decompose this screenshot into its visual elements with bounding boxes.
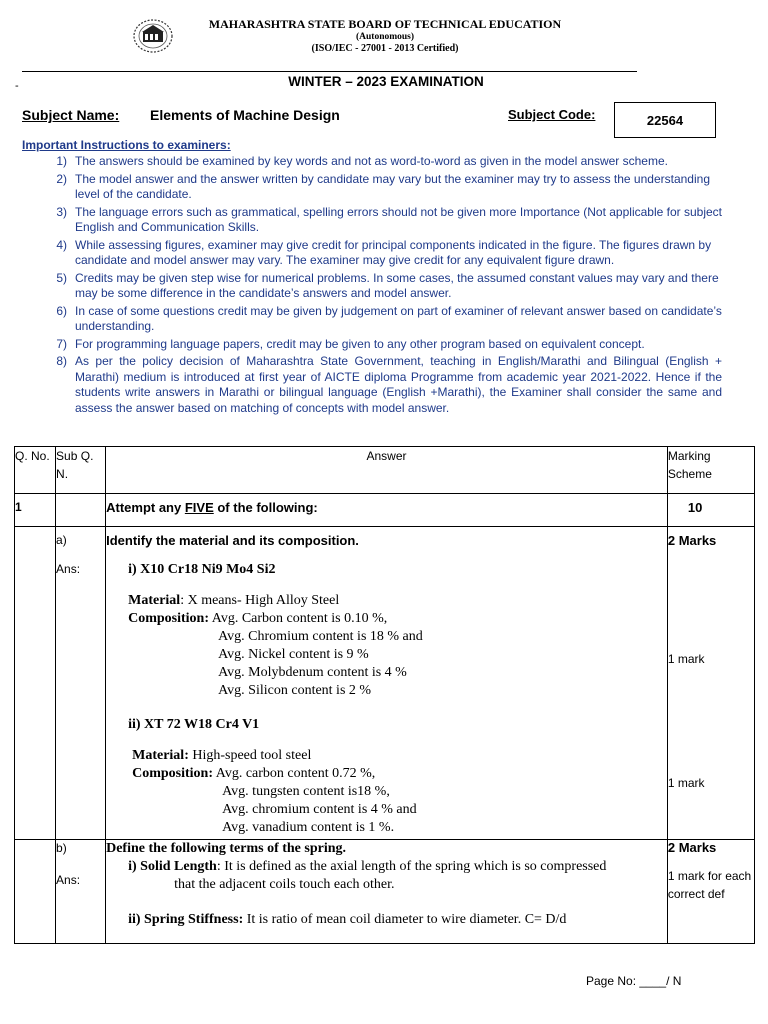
marks-b-cell [667, 840, 754, 944]
material-value: High-speed tool steel [188, 748, 312, 763]
part-i-material [128, 592, 667, 610]
question-a-text: Identify the material and its composition. [106, 533, 359, 548]
header-divider [22, 71, 637, 72]
subject-code-box [614, 102, 716, 138]
def1-text: : It is defined as the axial length of the spring which is so compressed [216, 859, 607, 874]
qno-empty [15, 527, 56, 840]
instruction-text: For programming language papers, credit may be given to any other program based on equivalent concept. [75, 336, 645, 351]
header-dash: - [15, 80, 19, 92]
instruction-number: 3) [56, 204, 67, 219]
composition-label: Composition: [132, 766, 214, 781]
instruction-text: As per the policy decision of Maharashtra State Government, teaching in English/Marathi and Bilingual (English + Marathi) medium is introduced at first year of AICTE diploma Programme from academic year 2021-2022. Hence if the students write answers in Marathi or bilingual language (English +Marathi), the Examiner shall consider the same and assess the answer based on matching of concepts with model answer. [75, 354, 722, 415]
header-subq: Sub Q. N. [56, 447, 106, 494]
table-row [15, 494, 755, 527]
subject-name: Elements of Machine Design [150, 107, 340, 123]
instruction-text: The answers should be examined by key words and not as word-to-word as given in the model answer scheme. [75, 154, 668, 168]
header-marking: Marking Scheme [667, 447, 754, 494]
ans-label: Ans: [56, 873, 81, 887]
subject-code: 22564 [646, 112, 684, 128]
instruction-number: 7) [56, 336, 67, 351]
part-ii-composition [132, 765, 667, 783]
subq-empty [56, 494, 106, 527]
instruction-item [22, 172, 722, 203]
part-ii-body [132, 747, 667, 837]
autonomous-label: (Autonomous) [355, 32, 415, 42]
question-number: 1 [15, 494, 56, 527]
sub-b-cell [56, 840, 106, 944]
instruction-text: Credits may be given step wise for numerical problems. In some cases, the assumed constant values may vary and there may be some difference in the candidate’s answers and model answer. [75, 270, 719, 300]
table-row [15, 840, 755, 944]
answer-table [14, 446, 755, 944]
marks-a: 2 Marks [667, 533, 717, 548]
composition-line: Avg. Silicon content is 2 % [218, 683, 372, 698]
subject-name-label: Subject Name: [22, 107, 120, 123]
instruction-item [22, 354, 722, 416]
instruction-number: 4) [56, 237, 67, 252]
composition-line: Avg. tungsten content is18 %, [222, 784, 390, 799]
composition-line: Avg. Molybdenum content is 4 % [218, 665, 407, 680]
question-heading-underlined: FIVE [184, 500, 214, 515]
composition-line: Avg. Nickel content is 9 % [218, 647, 369, 662]
page-number: Page No: ____/ N [586, 974, 682, 988]
def-spring-stiffness [106, 911, 667, 929]
instruction-item [22, 337, 722, 353]
part-i-body [128, 592, 667, 700]
mark-part-i: 1 mark [667, 652, 705, 666]
composition-line: Avg. Carbon content is 0.10 %, [211, 611, 388, 626]
exam-title: WINTER – 2023 EXAMINATION [288, 74, 484, 89]
instruction-item [22, 304, 722, 335]
def2-text: It is ratio of mean coil diameter to wire diameter. C= D/d [243, 912, 567, 927]
def1-cont: that the adjacent coils touch each other. [174, 877, 395, 892]
instructions-title: Important Instructions to examiners: [22, 138, 231, 152]
msbte-logo [132, 18, 174, 54]
material-value: : X means- High Alloy Steel [180, 593, 340, 608]
composition-line: Avg. Chromium content is 18 % and [218, 629, 423, 644]
instruction-item [22, 154, 722, 170]
def2-label: ii) Spring Stiffness: [128, 912, 244, 927]
board-name: MAHARASHTRA STATE BOARD OF TECHNICAL EDUCATION [208, 17, 562, 31]
instruction-number: 1) [56, 154, 67, 168]
instruction-text: The model answer and the answer written by candidate may vary but the examiner may try to assess the understanding level of the candidate. [75, 171, 710, 201]
instruction-text: In case of some questions credit may be given by judgement on part of examiner of relevant answer based on candidate’s understanding. [75, 303, 722, 333]
header-answer: Answer [106, 447, 668, 494]
part-i-composition [128, 610, 667, 628]
def1-label: i) Solid Length [128, 859, 217, 874]
mark-note-b: 1 mark for each correct def [667, 869, 752, 901]
composition-line: Avg. vanadium content is 1 %. [222, 820, 395, 835]
subject-code-label: Subject Code: [508, 107, 596, 122]
answer-a-cell [106, 527, 668, 840]
question-heading-post: of the following: [213, 500, 318, 515]
instruction-text: The language errors such as grammatical, spelling errors should not be given more Importance (Not applicable for subject English and Communication Skills. [75, 204, 722, 234]
answer-b-cell [106, 840, 668, 944]
qno-empty [15, 840, 56, 944]
marks-a-cell [667, 527, 754, 840]
def-solid-length [106, 858, 667, 876]
table-row [15, 527, 755, 840]
instruction-number: 6) [56, 303, 67, 318]
sub-b-label: b) [56, 841, 67, 855]
composition-label: Composition: [128, 611, 210, 626]
instruction-text: While assessing figures, examiner may give credit for principal components indicated in the figure. The figures drawn by candidate and model answer may vary. The examiner may give credit for any equivalent figure drawn. [75, 237, 712, 267]
iso-certification: (ISO/IEC - 27001 - 2013 Certified) [311, 43, 459, 54]
sub-a-label: a) [56, 533, 67, 547]
instruction-number: 5) [56, 270, 67, 285]
material-label: Material: [132, 748, 189, 763]
material-label: Material [128, 593, 181, 608]
marks-b: 2 Marks [667, 840, 717, 855]
part-i-title: i) X10 Cr18 Ni9 Mo4 Si2 [128, 562, 276, 577]
question-heading-pre: Attempt any [106, 500, 185, 515]
sub-a-cell [56, 527, 106, 840]
table-header-row [15, 447, 755, 494]
instruction-item [22, 205, 722, 236]
question-marks: 10 [667, 494, 754, 527]
question-heading [106, 494, 668, 527]
part-ii-title: ii) XT 72 W18 Cr4 V1 [128, 717, 260, 732]
instruction-number: 2) [56, 171, 67, 186]
instruction-number: 8) [56, 354, 67, 368]
instruction-item [22, 238, 722, 269]
part-ii-material [132, 747, 667, 765]
composition-line: Avg. chromium content is 4 % and [222, 802, 417, 817]
header-qno: Q. No. [15, 447, 56, 494]
ans-label: Ans: [56, 562, 81, 576]
instructions-list [22, 154, 722, 418]
composition-line: Avg. carbon content 0.72 %, [215, 766, 376, 781]
mark-part-ii: 1 mark [667, 776, 705, 790]
question-b-text: Define the following terms of the spring. [106, 841, 347, 856]
instruction-item [22, 271, 722, 302]
